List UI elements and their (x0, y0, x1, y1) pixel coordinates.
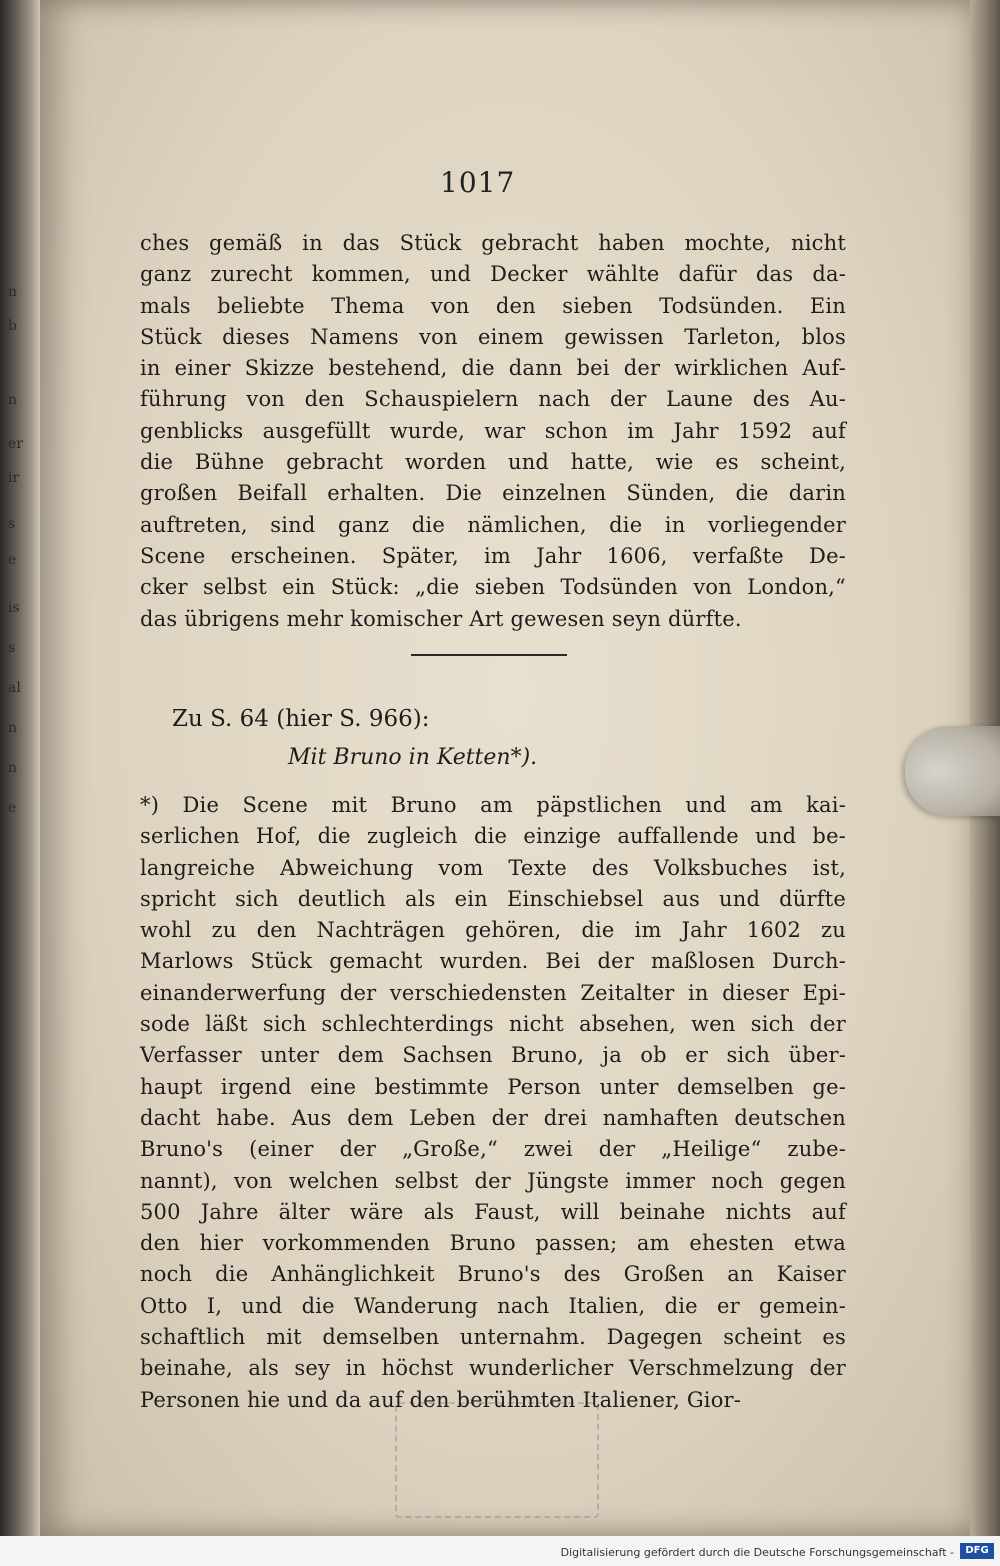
section-subheading: Mit Bruno in Ketten*). (288, 745, 538, 770)
text-line: ches gemäß in das Stück gebracht haben mochte, nicht (140, 231, 846, 255)
text-line: einanderwerfung der verschiedensten Zeitalter in dieser Epi- (140, 980, 846, 1005)
text-line: in einer Skizze bestehend, die dann bei der wirklichen Auf- (140, 356, 846, 381)
text-line: Verfasser unter dem Sachsen Bruno, ja ob er sich über- (140, 1043, 846, 1068)
text-line: die Bühne gebracht worden und hatte, wie es scheint, (140, 450, 846, 475)
text-line: beinahe, als sey in höchst wunderlicher Verschmelzung der (140, 1356, 846, 1381)
spine-fragment: is (8, 600, 20, 616)
text-line: noch die Anhänglichkeit Bruno's des Großen an Kaiser (140, 1262, 846, 1287)
text-line: auftreten, sind ganz die nämlichen, die in vorliegender (140, 512, 846, 537)
text-line: cker selbst ein Stück: „die sieben Todsünden von London,“ (140, 575, 846, 600)
spine-fragment: n (8, 720, 18, 736)
spine-fragment: e (8, 552, 17, 568)
page-number: 1017 (440, 166, 516, 199)
text-line: Personen hie und da auf den berühmten Italiener, Gior- (140, 1387, 742, 1412)
text-line: wohl zu den Nachträgen gehören, die im Jahr 1602 zu (140, 918, 846, 943)
text-line: dacht habe. Aus dem Leben der drei namhaften deutschen (140, 1105, 846, 1130)
text-line: Stück dieses Namens von einem gewissen Tarleton, blos (140, 324, 846, 349)
spine-fragment: n (8, 760, 18, 776)
text-line: schaftlich mit demselben unternahm. Dagegen scheint es (140, 1325, 846, 1350)
text-line: Bruno's (einer der „Große,“ zwei der „Heilige“ zube- (140, 1137, 846, 1162)
text-line: 500 Jahre älter wäre als Faust, will beinahe nichts auf (140, 1199, 846, 1224)
spine-fragment: al (8, 680, 21, 696)
spine-fragment: e (8, 800, 17, 816)
text-line: den hier vorkommenden Bruno passen; am ehesten etwa (140, 1231, 846, 1256)
text-line: ganz zurecht kommen, und Decker wählte dafür das da- (140, 262, 846, 287)
text-line: sode läßt sich schlechterdings nicht absehen, wen sich der (140, 1012, 846, 1037)
spine-fragment: b (8, 318, 17, 334)
library-stamp (395, 1402, 599, 1518)
spine-fragment: ir (8, 470, 20, 486)
section-divider (411, 654, 567, 656)
text-line: *) Die Scene mit Bruno am päpstlichen und am kai- (140, 793, 846, 817)
text-line: großen Beifall erhalten. Die einzelnen Sünden, die darin (140, 481, 846, 506)
text-line: Scene erscheinen. Später, im Jahr 1606, verfaßte De- (140, 543, 846, 568)
text-line: genblicks ausgefüllt wurde, war schon im Jahr 1592 auf (140, 418, 846, 443)
text-line: haupt irgend eine bestimmte Person unter demselben ge- (140, 1074, 846, 1099)
text-line: serlichen Hof, die zugleich die einzige auffallende und be- (140, 824, 846, 849)
spine-fragment: n (8, 392, 18, 408)
spine-fragment: s (8, 516, 16, 532)
text-line: das übrigens mehr komischer Art gewesen seyn dürfte. (140, 606, 742, 631)
text-line: langreiche Abweichung vom Texte des Volksbuches ist, (140, 855, 846, 880)
paragraph-2 (140, 790, 846, 1416)
text-line: Marlows Stück gemacht wurden. Bei der maßlosen Durch- (140, 949, 846, 974)
text-line: mals beliebte Thema von den sieben Todsünden. Ein (140, 293, 846, 318)
text-line: Otto I, und die Wanderung nach Italien, die er gemein- (140, 1293, 846, 1318)
dfg-logo: DFG (960, 1543, 994, 1559)
paragraph-1 (140, 228, 846, 635)
spine-text-fragments (8, 0, 24, 1566)
page-clip (905, 726, 1000, 816)
text-line: führung von den Schauspielern nach der Laune des Au- (140, 387, 846, 412)
spine-fragment: n (8, 284, 18, 300)
spine-fragment: er (8, 436, 23, 452)
text-line: spricht sich deutlich als ein Einschiebsel aus und dürfte (140, 886, 846, 911)
footer-credit: Digitalisierung gefördert durch die Deutsche Forschungsgemeinschaft - (560, 1546, 954, 1559)
text-line: nannt), von welchen selbst der Jüngste immer noch gegen (140, 1168, 846, 1193)
section-heading: Zu S. 64 (hier S. 966): (172, 706, 430, 732)
spine-fragment: s (8, 640, 16, 656)
